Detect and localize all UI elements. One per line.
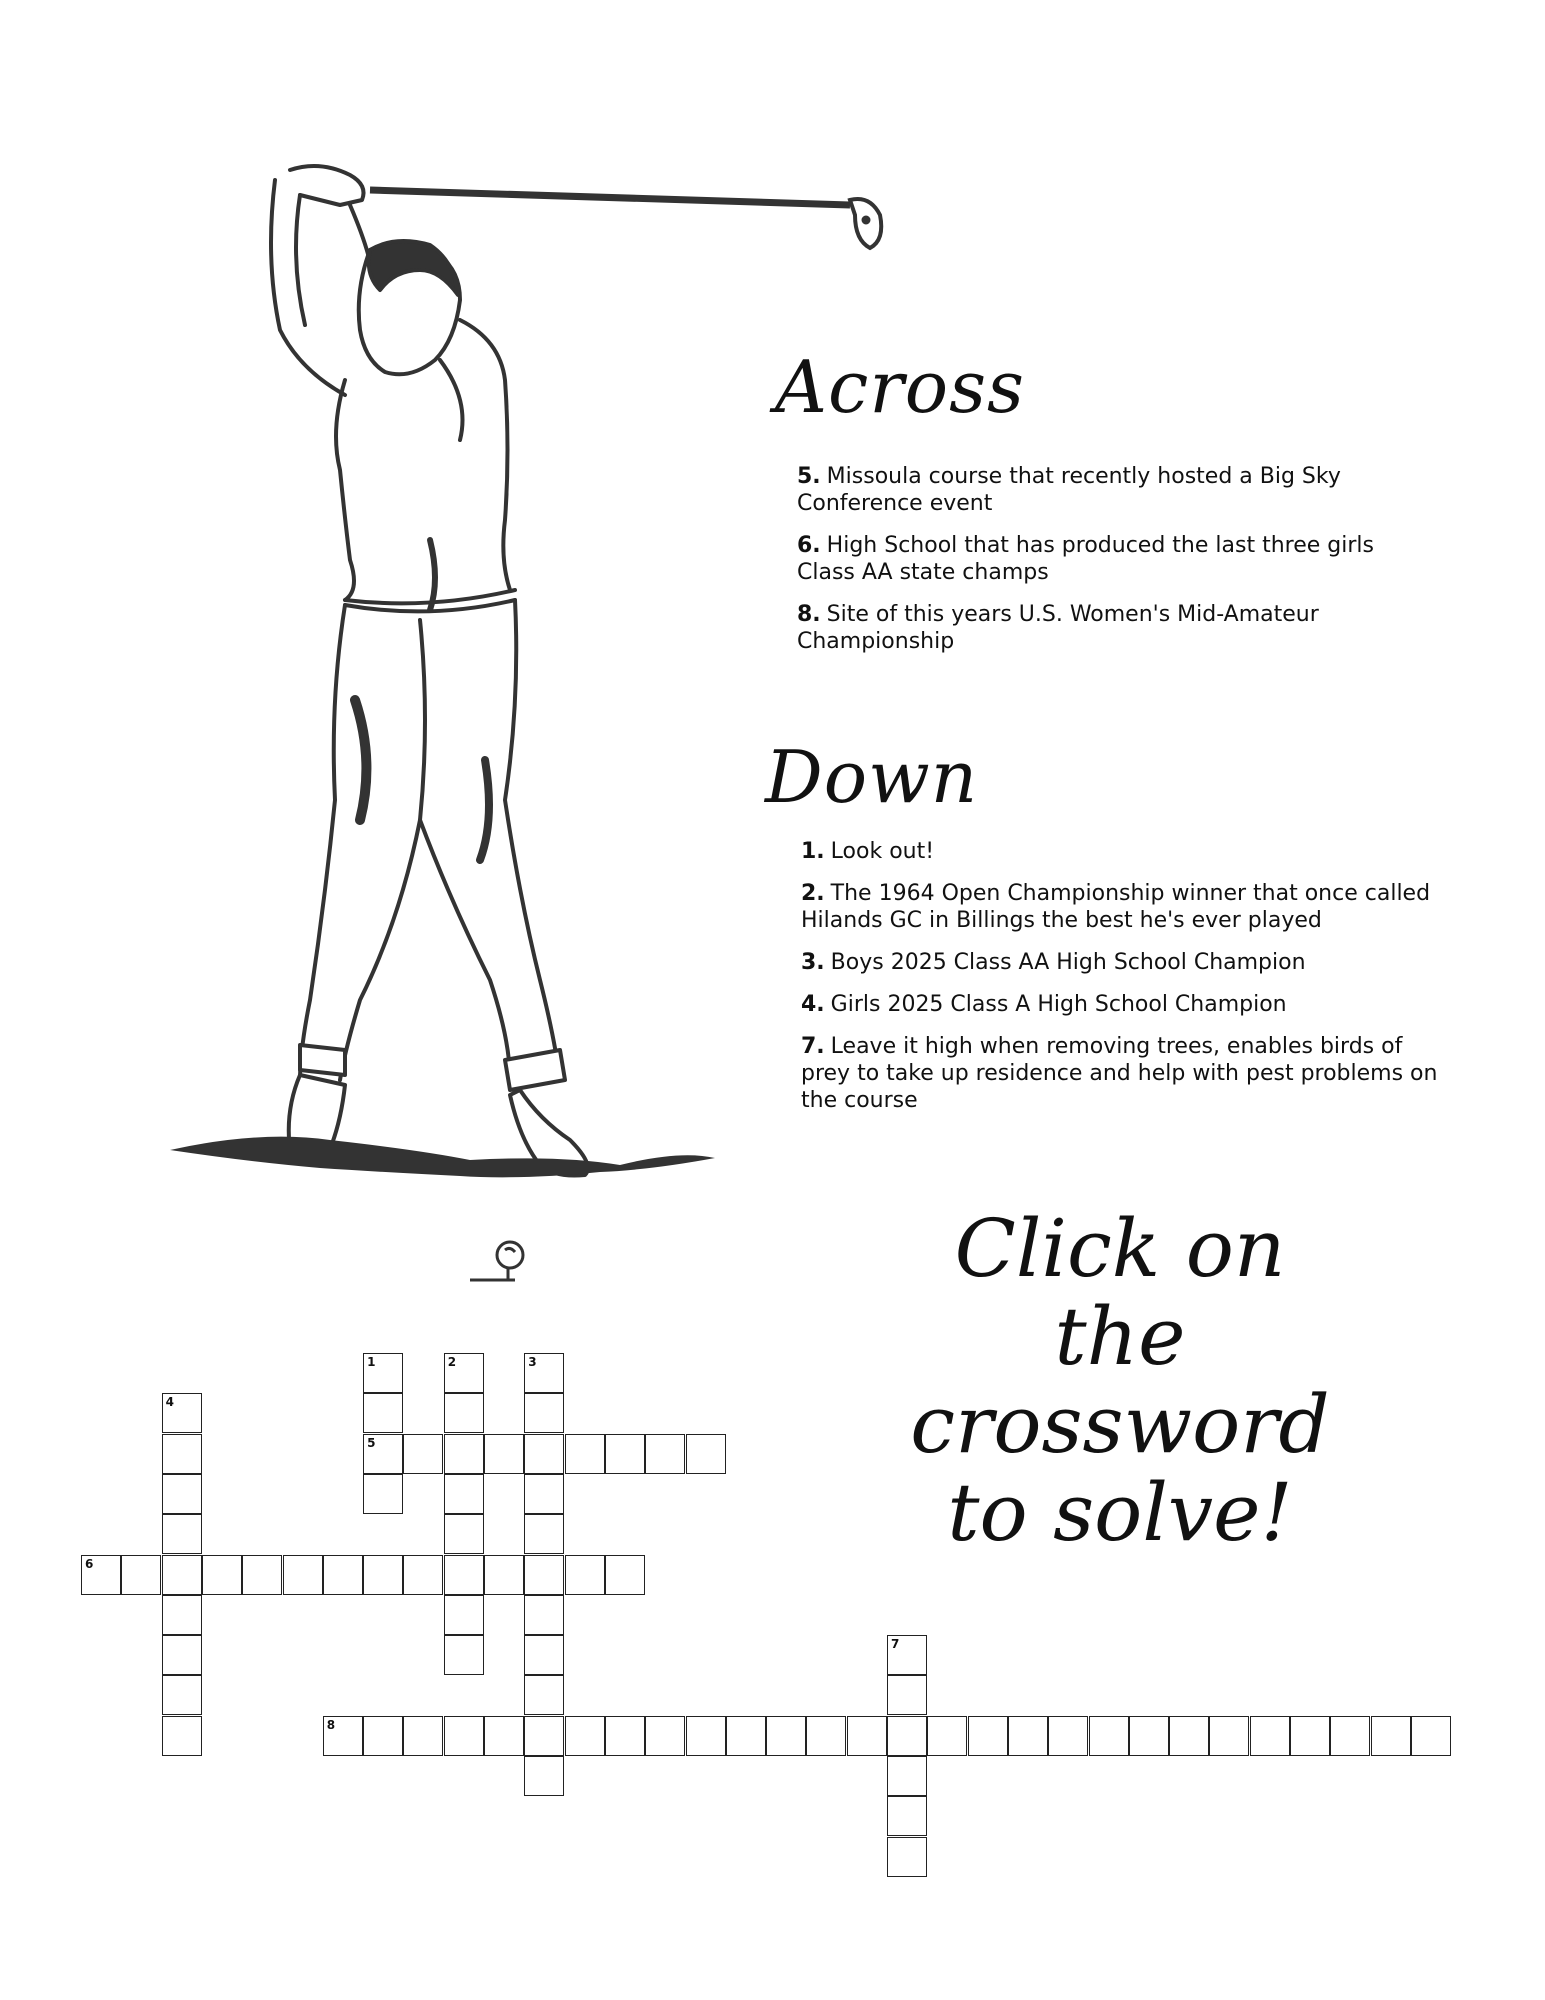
clue-text: Look out! bbox=[830, 839, 935, 864]
cell-number: 5 bbox=[367, 1435, 376, 1450]
crossword-cell[interactable] bbox=[1048, 1716, 1088, 1756]
crossword-cell[interactable] bbox=[162, 1393, 202, 1433]
crossword-cell[interactable] bbox=[162, 1635, 202, 1675]
crossword-cell[interactable] bbox=[645, 1716, 685, 1756]
crossword-cell[interactable] bbox=[645, 1434, 685, 1474]
clue-text: The 1964 Open Championship winner that once called Hilands GC in Billings the best he's ever played bbox=[801, 881, 1431, 933]
crossword-cell[interactable] bbox=[806, 1716, 846, 1756]
crossword-cell[interactable] bbox=[444, 1635, 484, 1675]
crossword-cell[interactable] bbox=[1411, 1716, 1451, 1756]
clue-number: 4. bbox=[801, 992, 825, 1017]
crossword-cell[interactable] bbox=[565, 1555, 605, 1595]
cta-line: Click on bbox=[954, 1202, 1286, 1295]
crossword-cell[interactable] bbox=[162, 1474, 202, 1514]
crossword-cell[interactable] bbox=[524, 1555, 564, 1595]
clue-number: 6. bbox=[797, 533, 821, 558]
crossword-cell[interactable] bbox=[162, 1434, 202, 1474]
crossword-cell[interactable] bbox=[403, 1716, 443, 1756]
crossword-cell[interactable] bbox=[444, 1353, 484, 1393]
crossword-cell[interactable] bbox=[524, 1635, 564, 1675]
crossword-cell[interactable] bbox=[605, 1555, 645, 1595]
crossword-cell[interactable] bbox=[444, 1393, 484, 1433]
cell-number: 4 bbox=[165, 1395, 174, 1410]
crossword-cell[interactable] bbox=[968, 1716, 1008, 1756]
crossword-cell[interactable] bbox=[444, 1595, 484, 1635]
cell-number: 2 bbox=[447, 1355, 457, 1369]
crossword-cell[interactable] bbox=[847, 1716, 887, 1756]
crossword-cell[interactable] bbox=[162, 1555, 202, 1595]
crossword-cell[interactable] bbox=[887, 1796, 927, 1836]
clue-text: Missoula course that recently hosted a Big Sky Conference event bbox=[797, 464, 1341, 516]
cell-number: 1 bbox=[367, 1355, 376, 1369]
crossword-cell[interactable] bbox=[363, 1716, 403, 1756]
crossword-cell[interactable] bbox=[726, 1716, 766, 1756]
clue-text: Site of this years U.S. Women's Mid-Amateur Championship bbox=[797, 602, 1319, 654]
clue-text: Boys 2025 Class AA High School Champion bbox=[830, 950, 1306, 975]
crossword-cell[interactable] bbox=[363, 1434, 403, 1474]
crossword-cell[interactable] bbox=[444, 1434, 484, 1474]
crossword-cell[interactable] bbox=[524, 1393, 564, 1433]
crossword-cell[interactable] bbox=[524, 1474, 564, 1514]
crossword-cell[interactable] bbox=[363, 1555, 403, 1595]
crossword-cell[interactable] bbox=[1209, 1716, 1249, 1756]
down-heading: Down bbox=[765, 735, 979, 819]
crossword-cell[interactable] bbox=[1290, 1716, 1330, 1756]
crossword-cell[interactable] bbox=[121, 1555, 161, 1595]
crossword-cell[interactable] bbox=[444, 1555, 484, 1595]
crossword-cell[interactable] bbox=[323, 1555, 363, 1595]
crossword-cell[interactable] bbox=[403, 1555, 443, 1595]
clue-number: 3. bbox=[801, 950, 825, 975]
crossword-cell[interactable] bbox=[162, 1675, 202, 1715]
clue-number: 2. bbox=[801, 881, 825, 906]
clue-text: Leave it high when removing trees, enables birds of prey to take up residence and help with pest problems on the course bbox=[801, 1034, 1438, 1113]
crossword-cell[interactable] bbox=[363, 1474, 403, 1514]
clue-number: 8. bbox=[797, 602, 821, 627]
crossword-cell[interactable] bbox=[565, 1716, 605, 1756]
crossword-cell[interactable] bbox=[81, 1555, 121, 1595]
crossword-cell[interactable] bbox=[887, 1635, 927, 1675]
crossword-cell[interactable] bbox=[484, 1434, 524, 1474]
crossword-cell[interactable] bbox=[887, 1675, 927, 1715]
crossword-cell[interactable] bbox=[686, 1434, 726, 1474]
crossword-cell[interactable] bbox=[524, 1675, 564, 1715]
crossword-cell[interactable] bbox=[242, 1555, 282, 1595]
crossword-cell[interactable] bbox=[1008, 1716, 1048, 1756]
crossword-cell[interactable] bbox=[444, 1716, 484, 1756]
cta-line: the crossword bbox=[910, 1290, 1330, 1471]
clue-number: 7. bbox=[801, 1034, 825, 1059]
across-heading: Across bbox=[775, 345, 1025, 429]
crossword-cell[interactable] bbox=[524, 1353, 564, 1393]
clue-text: Girls 2025 Class A High School Champion bbox=[830, 992, 1287, 1017]
crossword-cell[interactable] bbox=[444, 1474, 484, 1514]
crossword-cell[interactable] bbox=[887, 1837, 927, 1877]
crossword-cell[interactable] bbox=[1169, 1716, 1209, 1756]
clue-number: 1. bbox=[801, 839, 825, 864]
crossword-cell[interactable] bbox=[1089, 1716, 1129, 1756]
crossword-cell[interactable] bbox=[686, 1716, 726, 1756]
crossword-cell[interactable] bbox=[484, 1716, 524, 1756]
cell-number: 8 bbox=[326, 1717, 336, 1732]
crossword-cell[interactable] bbox=[283, 1555, 323, 1595]
crossword-cell[interactable] bbox=[363, 1353, 403, 1393]
crossword-cell[interactable] bbox=[524, 1514, 564, 1554]
crossword-cell[interactable] bbox=[323, 1716, 363, 1756]
crossword-cell[interactable] bbox=[887, 1756, 927, 1796]
crossword-cell[interactable] bbox=[565, 1434, 605, 1474]
crossword-cell[interactable] bbox=[1371, 1716, 1411, 1756]
clue-text: High School that has produced the last three girls Class AA state champs bbox=[797, 533, 1374, 585]
clue-number: 5. bbox=[797, 464, 821, 489]
crossword-cell[interactable] bbox=[484, 1555, 524, 1595]
crossword-cell[interactable] bbox=[605, 1716, 645, 1756]
crossword-cell[interactable] bbox=[605, 1434, 645, 1474]
cell-number: 3 bbox=[528, 1355, 537, 1369]
crossword-cell[interactable] bbox=[927, 1716, 967, 1756]
crossword-cell[interactable] bbox=[162, 1595, 202, 1635]
crossword-cell[interactable] bbox=[202, 1555, 242, 1595]
crossword-cell[interactable] bbox=[403, 1434, 443, 1474]
crossword-cell[interactable] bbox=[524, 1716, 564, 1756]
crossword-cell[interactable] bbox=[524, 1756, 564, 1796]
crossword-cell[interactable] bbox=[887, 1716, 927, 1756]
crossword-cell[interactable] bbox=[1330, 1716, 1370, 1756]
cta-line: to solve! bbox=[947, 1466, 1293, 1559]
crossword-cell[interactable] bbox=[444, 1514, 484, 1554]
cell-number: 6 bbox=[85, 1556, 94, 1571]
crossword-cell[interactable] bbox=[363, 1393, 403, 1433]
crossword-cell[interactable] bbox=[162, 1716, 202, 1756]
crossword-cell[interactable] bbox=[1129, 1716, 1169, 1756]
crossword-cell[interactable] bbox=[1250, 1716, 1290, 1756]
crossword-cell[interactable] bbox=[524, 1434, 564, 1474]
crossword-cell[interactable] bbox=[162, 1514, 202, 1554]
cell-number: 7 bbox=[891, 1637, 900, 1652]
crossword-cell[interactable] bbox=[766, 1716, 806, 1756]
crossword-cell[interactable] bbox=[524, 1595, 564, 1635]
